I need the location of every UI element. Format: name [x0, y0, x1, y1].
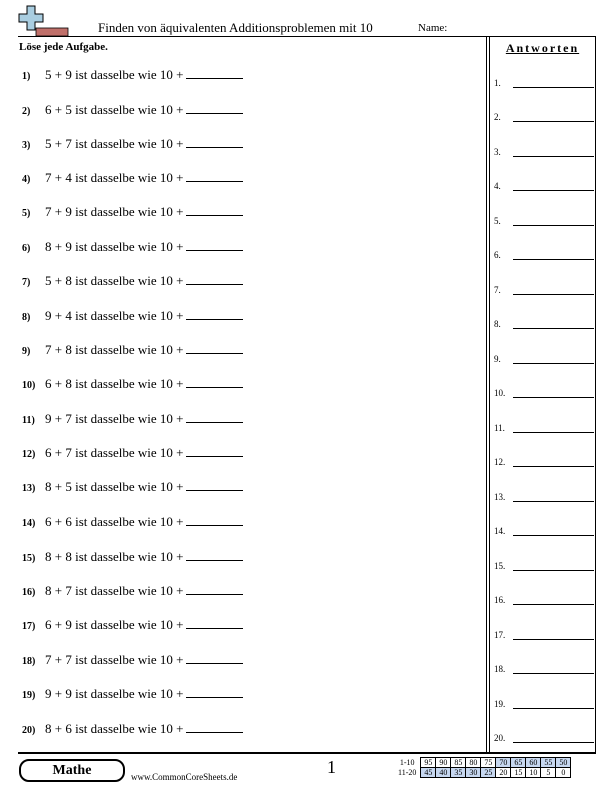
problem-item: [22, 238, 243, 255]
answer-item: [494, 664, 594, 674]
answer-number: 2.: [494, 112, 501, 122]
problem-text: 8 + 7 ist dasselbe wie 10 +: [45, 583, 184, 598]
score-cell: 85: [451, 758, 466, 768]
answer-number: 6.: [494, 250, 501, 260]
problem-text: 7 + 9 ist dasselbe wie 10 +: [45, 204, 184, 219]
answer-blank[interactable]: [186, 444, 243, 457]
problem-number: 20): [22, 725, 36, 736]
problem-text: 5 + 9 ist dasselbe wie 10 +: [45, 67, 184, 82]
answer-blank[interactable]: [186, 548, 243, 561]
answers-title: Antworten: [505, 41, 580, 55]
answer-line[interactable]: [513, 251, 594, 260]
score-row: [395, 758, 571, 768]
score-cell: 55: [541, 758, 556, 768]
answer-blank[interactable]: [186, 410, 243, 423]
answer-item: [494, 733, 594, 743]
answer-number: 1.: [494, 78, 501, 88]
problem-item: [22, 582, 243, 599]
problem-text: 8 + 5 ist dasselbe wie 10 +: [45, 479, 184, 494]
answer-number: 17.: [494, 630, 506, 640]
answer-item: [494, 78, 594, 88]
answer-number: 3.: [494, 147, 501, 157]
answer-blank[interactable]: [186, 238, 243, 251]
answer-blank[interactable]: [186, 307, 243, 320]
score-cell: 75: [481, 758, 496, 768]
answer-line[interactable]: [513, 320, 594, 329]
problem-item: [22, 548, 243, 565]
column-divider: [486, 36, 490, 752]
answer-number: 5.: [494, 216, 501, 226]
problem-number: 14): [22, 518, 36, 529]
score-table: [395, 757, 571, 778]
problem-item: [22, 513, 243, 530]
answer-line[interactable]: [513, 424, 594, 433]
answer-line[interactable]: [513, 217, 594, 226]
answer-line[interactable]: [513, 631, 594, 640]
problem-number: 7): [22, 277, 31, 288]
answer-number: 11.: [494, 423, 505, 433]
header-rule: [18, 36, 596, 37]
problem-item: [22, 307, 243, 324]
answer-item: [494, 285, 594, 295]
problem-text: 6 + 6 ist dasselbe wie 10 +: [45, 514, 184, 529]
answer-item: [494, 147, 594, 157]
answer-line[interactable]: [513, 286, 594, 295]
footer-rule: [18, 752, 596, 754]
problem-item: [22, 478, 243, 495]
answer-blank[interactable]: [186, 685, 243, 698]
problem-item: [22, 685, 243, 702]
answer-line[interactable]: [513, 182, 594, 191]
score-cell: 90: [436, 758, 451, 768]
problem-number: 12): [22, 449, 36, 460]
problem-item: [22, 341, 243, 358]
problem-item: [22, 66, 243, 83]
problem-item: [22, 651, 243, 668]
answer-item: [494, 319, 594, 329]
score-row: [395, 768, 571, 778]
page-title: Finden von äquivalenten Additionsproblemen mit 10: [98, 20, 373, 35]
page-number: 1: [327, 757, 336, 777]
problem-text: 5 + 7 ist dasselbe wie 10 +: [45, 136, 184, 151]
answer-number: 19.: [494, 699, 506, 709]
answer-blank[interactable]: [186, 582, 243, 595]
problem-number: 15): [22, 553, 36, 564]
answer-number: 14.: [494, 526, 506, 536]
problem-item: [22, 444, 243, 461]
answer-line[interactable]: [513, 79, 594, 88]
problem-item: [22, 135, 243, 152]
answer-number: 13.: [494, 492, 506, 502]
problem-text: 6 + 8 ist dasselbe wie 10 +: [45, 376, 184, 391]
score-cell: 95: [421, 758, 436, 768]
answer-line[interactable]: [513, 389, 594, 398]
answer-line[interactable]: [513, 665, 594, 674]
answer-line[interactable]: [513, 527, 594, 536]
answer-line[interactable]: [513, 700, 594, 709]
answer-item: [494, 526, 594, 536]
problem-text: 9 + 4 ist dasselbe wie 10 +: [45, 308, 184, 323]
problem-text: 6 + 5 ist dasselbe wie 10 +: [45, 102, 184, 117]
answer-number: 7.: [494, 285, 501, 295]
answer-blank[interactable]: [186, 135, 243, 148]
problem-item: [22, 101, 243, 118]
answer-line[interactable]: [513, 355, 594, 364]
problem-item: [22, 272, 243, 289]
problem-text: 7 + 8 ist dasselbe wie 10 +: [45, 342, 184, 357]
answer-number: 9.: [494, 354, 501, 364]
problem-number: 17): [22, 621, 36, 632]
answer-line[interactable]: [513, 113, 594, 122]
answer-blank[interactable]: [186, 101, 243, 114]
score-cell: 45: [421, 768, 436, 778]
problem-text: 9 + 9 ist dasselbe wie 10 +: [45, 686, 184, 701]
answer-item: [494, 595, 594, 605]
answer-number: 12.: [494, 457, 506, 467]
score-cell: 20: [496, 768, 511, 778]
answer-item: [494, 354, 594, 364]
answer-item: [494, 216, 594, 226]
answer-blank[interactable]: [186, 478, 243, 491]
answer-item: [494, 388, 594, 398]
answer-blank[interactable]: [186, 272, 243, 285]
problem-number: 16): [22, 587, 36, 598]
answer-number: 8.: [494, 319, 501, 329]
answer-line[interactable]: [513, 734, 594, 743]
problem-item: [22, 169, 243, 186]
right-border: [595, 36, 596, 752]
subject-badge: Mathe: [19, 759, 125, 782]
score-row-label: 1-10: [399, 758, 415, 767]
score-cell: 0: [556, 768, 571, 778]
answer-line[interactable]: [513, 493, 594, 502]
problem-number: 11): [22, 415, 35, 426]
answer-item: [494, 630, 594, 640]
website-label: www.CommonCoreSheets.de: [131, 772, 238, 782]
answer-blank[interactable]: [186, 375, 243, 388]
problem-text: 8 + 8 ist dasselbe wie 10 +: [45, 549, 184, 564]
instructions: Löse jede Aufgabe.: [19, 41, 108, 53]
problem-text: 7 + 4 ist dasselbe wie 10 +: [45, 170, 184, 185]
problem-text: 6 + 7 ist dasselbe wie 10 +: [45, 445, 184, 460]
score-cell: 60: [526, 758, 541, 768]
score-cell: 5: [541, 768, 556, 778]
problem-text: 5 + 8 ist dasselbe wie 10 +: [45, 273, 184, 288]
score-row-label: 11-20: [398, 768, 417, 777]
problem-item: [22, 375, 243, 392]
answer-number: 10.: [494, 388, 506, 398]
answer-blank[interactable]: [186, 720, 243, 733]
score-cell: 25: [481, 768, 496, 778]
problem-item: [22, 203, 243, 220]
answer-blank[interactable]: [186, 513, 243, 526]
answer-blank[interactable]: [186, 203, 243, 216]
answer-number: 18.: [494, 664, 506, 674]
score-cell: 50: [556, 758, 571, 768]
score-cell: 10: [526, 768, 541, 778]
answer-item: [494, 423, 594, 433]
answer-line[interactable]: [513, 596, 594, 605]
problem-number: 13): [22, 483, 36, 494]
answer-item: [494, 457, 594, 467]
problem-number: 4): [22, 174, 31, 185]
answer-line[interactable]: [513, 148, 594, 157]
answer-number: 4.: [494, 181, 501, 191]
score-cell: 30: [466, 768, 481, 778]
problem-text: 8 + 6 ist dasselbe wie 10 +: [45, 721, 184, 736]
problem-item: [22, 616, 243, 633]
problem-number: 19): [22, 690, 36, 701]
answer-blank[interactable]: [186, 651, 243, 664]
answer-number: 15.: [494, 561, 506, 571]
problem-number: 8): [22, 312, 31, 323]
problem-text: 8 + 9 ist dasselbe wie 10 +: [45, 239, 184, 254]
score-cell: 65: [511, 758, 526, 768]
score-cell: 70: [496, 758, 511, 768]
answer-item: [494, 181, 594, 191]
problem-number: 10): [22, 380, 36, 391]
name-label: Name:: [418, 22, 448, 34]
score-cell: 80: [466, 758, 481, 768]
problem-number: 5): [22, 208, 31, 219]
answer-line[interactable]: [513, 562, 594, 571]
problem-number: 18): [22, 656, 36, 667]
problem-number: 1): [22, 71, 31, 82]
answer-blank[interactable]: [186, 66, 243, 79]
problem-text: 6 + 9 ist dasselbe wie 10 +: [45, 617, 184, 632]
problem-number: 2): [22, 106, 31, 117]
answer-number: 20.: [494, 733, 506, 743]
answer-item: [494, 112, 594, 122]
problem-item: [22, 720, 243, 737]
problem-item: [22, 410, 243, 427]
answer-blank[interactable]: [186, 616, 243, 629]
problem-text: 9 + 7 ist dasselbe wie 10 +: [45, 411, 184, 426]
answer-item: [494, 561, 594, 571]
score-cell: 15: [511, 768, 526, 778]
plus-logo-icon: [18, 5, 70, 37]
answer-item: [494, 250, 594, 260]
answer-blank[interactable]: [186, 169, 243, 182]
score-cell: 40: [436, 768, 451, 778]
problem-number: 6): [22, 243, 31, 254]
answer-blank[interactable]: [186, 341, 243, 354]
problem-text: 7 + 7 ist dasselbe wie 10 +: [45, 652, 184, 667]
score-cell: 35: [451, 768, 466, 778]
answer-number: 16.: [494, 595, 506, 605]
answer-item: [494, 699, 594, 709]
problem-number: 3): [22, 140, 31, 151]
problem-number: 9): [22, 346, 31, 357]
answer-line[interactable]: [513, 458, 594, 467]
answer-item: [494, 492, 594, 502]
